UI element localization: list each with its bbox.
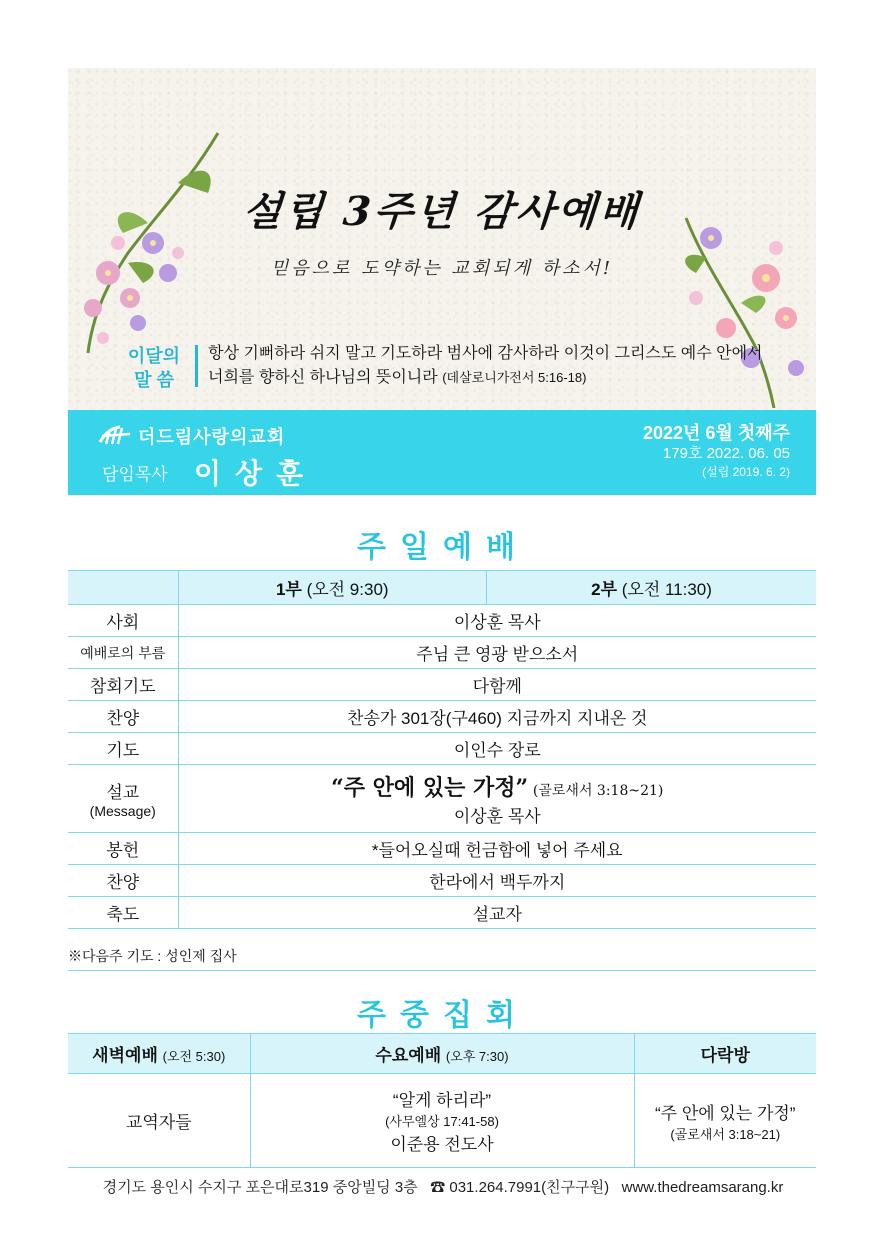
verse-divider	[195, 345, 198, 387]
row-label: 찬양	[68, 865, 178, 897]
wednesday-service-content	[250, 1074, 634, 1168]
row-value: 주님 큰 영광 받으소서	[178, 637, 816, 669]
phone-icon: ☎	[430, 1179, 446, 1196]
sermon-reference: (골로새서 3:18~21)	[532, 782, 664, 799]
issue-week: 2022년 6월 첫째주	[643, 423, 790, 443]
church-logo-icon	[98, 424, 132, 446]
page-subtitle: 믿음으로 도약하는 교회되게 하소서!	[270, 258, 614, 279]
dawn-service-leader: 교역자들	[68, 1074, 250, 1168]
sermon-preacher: 이상훈 목사	[453, 806, 541, 826]
wednesday-service-name: 수요예배	[375, 1046, 442, 1065]
verse-line-2	[208, 366, 808, 390]
footer	[0, 1176, 886, 1197]
wednesday-service-header	[250, 1034, 634, 1074]
sermon-label-en: (Message)	[89, 803, 156, 819]
dawn-service-header	[68, 1034, 250, 1074]
row-label: 봉헌	[68, 833, 178, 865]
church-phone: 031.264.7991(친구구원)	[449, 1179, 610, 1196]
weekly-meetings-table	[68, 1033, 816, 1168]
verse-label-line-1: 이달의	[127, 346, 181, 366]
issue-info	[643, 422, 790, 480]
wednesday-service-time: (오후 7:30)	[445, 1049, 509, 1064]
cell-group-header	[634, 1034, 816, 1074]
wednesday-preacher: 이준용 전도사	[390, 1135, 494, 1154]
table-row	[68, 1074, 816, 1168]
sermon-value	[178, 765, 816, 833]
row-label: 찬양	[68, 701, 178, 733]
wednesday-sermon-title: “알게 하리라”	[392, 1091, 492, 1110]
pastor-name: 이상훈	[194, 458, 318, 489]
header-empty-cell	[68, 571, 178, 605]
page-title: 설립 3주년 감사예배	[241, 188, 643, 235]
cell-group-title: “주 안에 있는 가정”	[655, 1103, 796, 1123]
title-banner	[68, 68, 816, 410]
row-label: 참회기도	[68, 669, 178, 701]
next-week-prayer-note: ※다음주 기도 : 성인제 집사	[68, 948, 237, 964]
sermon-title: “주 안에 있는 가정”	[331, 774, 529, 801]
verse-line-2-text: 너희를 향하신 하나님의 뜻이니라	[208, 369, 438, 386]
table-row	[68, 669, 816, 701]
dawn-service-time: (오전 5:30)	[162, 1049, 226, 1064]
church-name: 더드림사랑의교회	[138, 427, 286, 447]
service-2-header	[487, 571, 816, 605]
table-row	[68, 637, 816, 669]
cell-group-reference: (골로새서 3:18~21)	[670, 1126, 781, 1142]
wednesday-sermon-reference: (사무엘상 17:41-58)	[385, 1114, 499, 1129]
row-label: 사회	[68, 605, 178, 637]
divider	[68, 970, 816, 971]
sermon-label-ko: 설교	[106, 783, 140, 802]
sunday-worship-title: 주일예배	[357, 531, 529, 564]
established-date: (설립 2019. 6. 2)	[702, 465, 790, 479]
row-value: 이상훈 목사	[178, 605, 816, 637]
row-label: 예배로의 부름	[68, 637, 178, 669]
row-value: 한라에서 백두까지	[178, 865, 816, 897]
verse-label-line-2: 말 씀	[134, 370, 174, 390]
cell-group-name: 다락방	[700, 1046, 750, 1065]
dawn-service-name: 새벽예배	[92, 1046, 158, 1065]
issue-number-date: 179호 2022. 06. 05	[662, 445, 790, 462]
row-value: 다함께	[178, 669, 816, 701]
verse-reference: (데살로니가전서 5:16-18)	[442, 370, 587, 385]
table-header-row	[68, 571, 816, 605]
service-2-name: 2부	[591, 580, 617, 599]
verse-label	[124, 344, 184, 392]
cell-group-content	[634, 1074, 816, 1168]
verse-line-1: 항상 기뻐하라 쉬지 말고 기도하라 범사에 감사하라 이것이 그리스도 예수 안에서	[208, 345, 763, 362]
row-label: 축도	[68, 897, 178, 929]
table-header-row	[68, 1034, 816, 1074]
sunday-worship-table	[68, 570, 816, 929]
row-value: 이인수 장로	[178, 733, 816, 765]
table-row	[68, 605, 816, 637]
row-value: 찬송가 301장(구460) 지금까지 지내온 것	[178, 701, 816, 733]
flower-decoration-left-icon	[68, 123, 228, 363]
church-header-band	[68, 410, 816, 495]
church-address: 경기도 용인시 수지구 포은대로319 중앙빌딩 3층	[102, 1179, 418, 1196]
service-1-header	[178, 571, 487, 605]
pastor-label: 담임목사	[102, 465, 168, 484]
row-label: 기도	[68, 733, 178, 765]
weekly-meetings-title: 주중집회	[357, 999, 529, 1032]
sermon-label	[68, 765, 178, 833]
sermon-row	[68, 765, 816, 833]
service-2-time: (오전 11:30)	[621, 580, 712, 599]
table-row	[68, 833, 816, 865]
row-value: 설교자	[178, 897, 816, 929]
table-row	[68, 733, 816, 765]
service-1-time: (오전 9:30)	[306, 580, 389, 599]
row-value: *들어오실때 헌금함에 넣어 주세요	[178, 833, 816, 865]
table-row	[68, 897, 816, 929]
church-website: www.thedreamsarang.kr	[621, 1179, 784, 1196]
monthly-verse	[208, 342, 808, 390]
table-row	[68, 701, 816, 733]
service-1-name: 1부	[275, 580, 302, 599]
table-row	[68, 865, 816, 897]
